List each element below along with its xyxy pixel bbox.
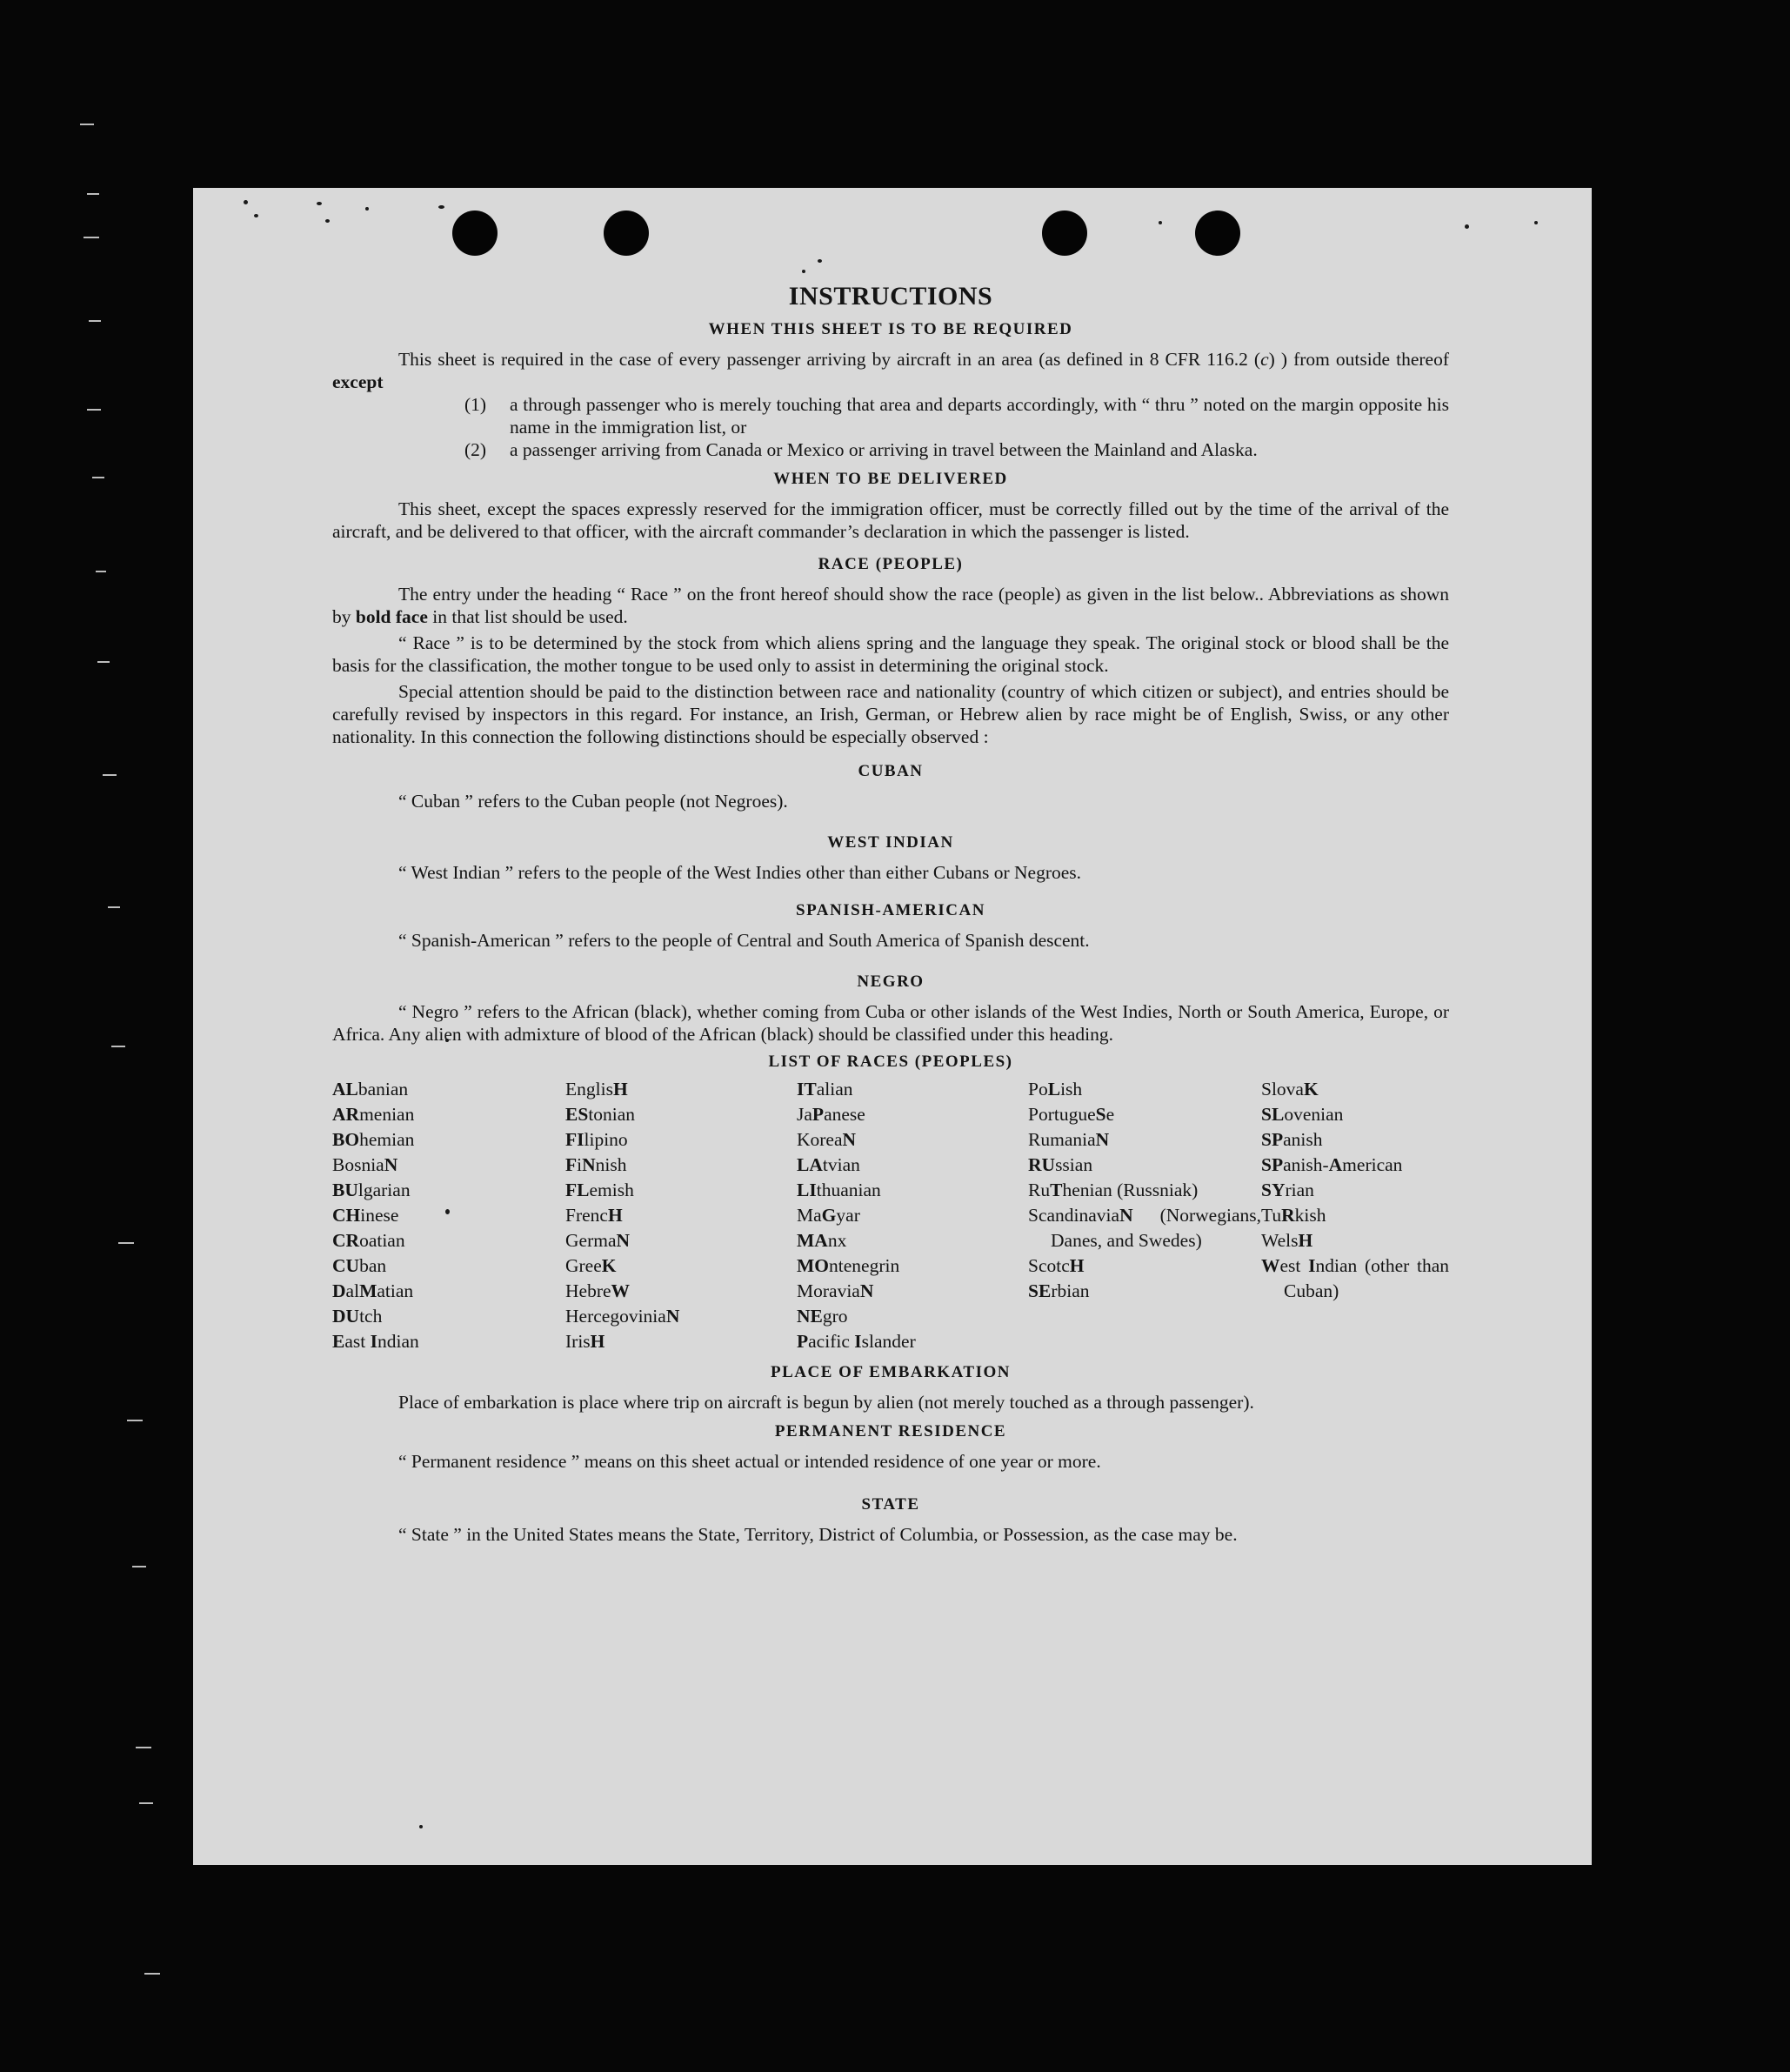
edge-mark [103,774,117,776]
heading-state: STATE [861,1495,920,1514]
race-entry: ScotcH [1028,1255,1085,1276]
races-column-5 [1261,1077,1449,1354]
heading-negro: NEGRO [857,973,925,991]
paragraph-spanish-american: “ Spanish-American ” refers to the people of Central and South America of Spanish descent. [398,930,1090,951]
race-entry: LAtvian [797,1154,860,1175]
race-entry: ARmenian [332,1104,415,1125]
punch-hole [452,211,498,256]
race-entry: CHinese [332,1205,399,1226]
speck [325,219,330,223]
paragraph-race-1: The entry under the heading “ Race ” on the front hereof should show the race (people) as given in the list below.. Abbreviations as shown by bold face in that list should be used. [332,584,1449,627]
races-column-3 [797,1077,1028,1354]
paragraph-race-2: “ Race ” is to be determined by the stock from which aliens spring and the language they speak. The original stock or blood shall be the basis for the classification, the mother tongue to be used only to assist in determining the original stock. [332,632,1449,676]
heading-list-of-races: LIST OF RACES (PEOPLES) [768,1053,1013,1071]
speck [254,214,258,217]
speck [1465,224,1469,229]
race-entry: HebreW [565,1280,631,1301]
race-entry: DalMatian [332,1280,414,1301]
exception-number: (2) [464,439,487,460]
edge-mark [87,409,101,411]
edge-mark [92,477,104,478]
paragraph-when-required: This sheet is required in the case of every passenger arriving by aircraft in an area (as defined in 8 CFR 116.2 (c) ) from outside thereof except [332,349,1449,392]
race-entry: SYrian [1261,1180,1314,1200]
edge-mark [139,1802,153,1804]
race-entry: FrencH [565,1205,623,1226]
race-entry: KoreaN [797,1129,857,1150]
race-entry: ALbanian [332,1079,409,1099]
race-entry: SLovenian [1261,1104,1344,1125]
exception-text: a passenger arriving from Canada or Mexico or arriving in travel between the Mainland and Alaska. [510,439,1258,460]
heading-spanish-american: SPANISH-AMERICAN [796,901,985,919]
heading-west-indian: WEST INDIAN [827,833,954,852]
punch-hole [604,211,649,256]
races-column-1 [332,1077,565,1354]
race-entry: CRoatian [332,1230,405,1251]
heading-race: RACE (PEOPLE) [818,555,964,573]
race-entry: FIlipino [565,1129,628,1150]
edge-mark [96,571,106,572]
race-entry: IrisH [565,1331,605,1352]
races-column-4 [1028,1077,1261,1354]
speck [802,270,805,273]
page-title: INSTRUCTIONS [788,282,993,311]
speck [419,1825,423,1828]
paragraph-race-3: Special attention should be paid to the distinction between race and nationality (country of which citizen or subject), and entries should be carefully revised by inspectors in this regard. For instance, an Irish, German, or Hebrew alien by race might be of English, Swiss, or any other nationality. In this connection the following distinctions should be especially observed : [332,681,1449,747]
edge-mark [87,193,99,195]
punch-hole [1042,211,1087,256]
speck [438,205,444,209]
edge-mark [136,1747,151,1748]
edge-mark [89,320,101,322]
race-entry: FLemish [565,1180,634,1200]
race-entry: SErbian [1028,1280,1090,1301]
exception-text: a through passenger who is merely touching that area and departs accordingly, with “ thru ” noted on the margin opposite his name in the immigration list, or [510,394,1449,438]
heading-permanent-residence: PERMANENT RESIDENCE [774,1422,1007,1440]
paragraph-state: “ State ” in the United States means the State, Territory, District of Columbia, or Possession, as the case may be. [398,1524,1238,1545]
edge-mark [111,1046,125,1047]
exception-item-2 [464,438,1449,461]
edge-mark [144,1973,160,1975]
race-entry: MOntenegrin [797,1255,900,1276]
race-entry: West Indian (other than Cuban) [1261,1255,1449,1301]
race-entry: RumaniaN [1028,1129,1110,1150]
edge-mark [127,1420,143,1421]
race-entry: HercegoviniaN [565,1306,680,1327]
race-entry: EStonian [565,1104,636,1125]
edge-mark [97,661,110,663]
race-entry: ScandinaviaN (Norwegians, Danes, and Swedes) [1028,1205,1261,1251]
race-entry: SPanish [1261,1129,1323,1150]
race-entry: LIthuanian [797,1180,881,1200]
paragraph-when-delivered: This sheet, except the spaces expressly reserved for the immigration officer, must be correctly filled out by the time of the arrival of the aircraft, and be delivered to that officer, with the aircraft commander’s declaration in which the passenger is listed. [332,498,1449,542]
races-list [332,1077,1449,1354]
race-entry: GreeK [565,1255,617,1276]
speck [317,202,322,205]
speck [244,200,248,204]
paragraph-west-indian: “ West Indian ” refers to the people of the West Indies other than either Cubans or Negroes. [398,862,1082,883]
exception-item-1 [464,393,1449,438]
race-entry: WelsH [1261,1230,1313,1251]
race-entry: EnglisH [565,1079,628,1099]
race-entry: SlovaK [1261,1079,1319,1099]
heading-when-required: WHEN THIS SHEET IS TO BE REQUIRED [708,320,1073,338]
paragraph-cuban: “ Cuban ” refers to the Cuban people (not Negroes). [398,791,788,812]
paragraph-negro: “ Negro ” refers to the African (black), whether coming from Cuba or other islands of the West Indies, North or South America, Europe, or Africa. Any alien with admixture of blood of the African (black) should be classified under this heading. [332,1001,1449,1045]
heading-cuban: CUBAN [858,762,924,780]
race-entry: PortugueSe [1028,1104,1115,1125]
race-entry: PoLish [1028,1079,1083,1099]
instruction-sheet [193,188,1592,1865]
exception-number: (1) [464,394,487,415]
sheet-content [332,282,1449,1546]
race-entry: MoraviaN [797,1280,874,1301]
race-entry: BUlgarian [332,1180,411,1200]
race-entry: RUssian [1028,1154,1093,1175]
speck [365,207,369,211]
race-entry: MaGyar [797,1205,860,1226]
edge-mark [132,1566,146,1567]
races-column-2 [565,1077,797,1354]
speck [1534,221,1538,224]
race-entry: ITalian [797,1079,853,1099]
race-entry: East Indian [332,1331,419,1352]
paragraph-permanent-residence: “ Permanent residence ” means on this sheet actual or intended residence of one year or more. [398,1451,1101,1472]
race-entry: BOhemian [332,1129,415,1150]
race-entry: DUtch [332,1306,383,1327]
race-entry: JaPanese [797,1104,865,1125]
edge-mark [108,906,120,908]
edge-mark [83,237,99,238]
heading-when-delivered: WHEN TO BE DELIVERED [773,470,1008,488]
speck [1159,221,1162,224]
punch-hole [1195,211,1240,256]
speck [818,259,822,263]
race-entry: SPanish-American [1261,1154,1403,1175]
paragraph-place-of-embarkation: Place of embarkation is place where trip on aircraft is begun by alien (not merely touched as a through passenger). [398,1392,1254,1413]
edge-mark [80,124,94,125]
edge-mark [118,1242,134,1244]
race-entry: GermaN [565,1230,631,1251]
race-entry: RuThenian (Russniak) [1028,1180,1199,1200]
race-entry: MAnx [797,1230,847,1251]
race-entry: Pacific Islander [797,1331,916,1352]
heading-place-of-embarkation: PLACE OF EMBARKATION [771,1363,1011,1381]
race-entry: TuRkish [1261,1205,1326,1226]
race-entry: NEgro [797,1306,848,1327]
race-entry: FiNnish [565,1154,627,1175]
race-entry: BosniaN [332,1154,398,1175]
race-entry: CUban [332,1255,387,1276]
